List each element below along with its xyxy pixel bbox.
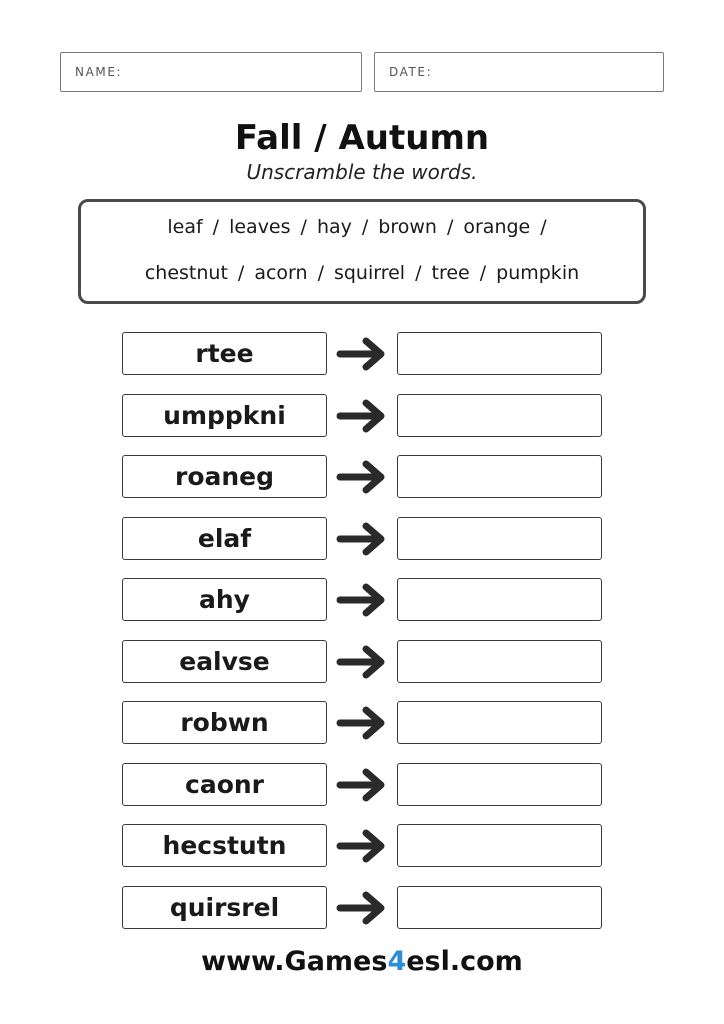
word-bank-line-2 (81, 262, 643, 284)
word-bank-separator: / (237, 262, 245, 284)
right-arrow-icon (336, 459, 388, 495)
exercise-row (122, 578, 602, 621)
right-arrow-icon (336, 398, 388, 434)
word-bank-word: leaf (167, 216, 203, 238)
right-arrow-icon (336, 890, 388, 926)
right-arrow-icon (336, 828, 388, 864)
word-bank-line-1 (81, 216, 643, 238)
answer-box[interactable] (397, 578, 602, 621)
name-field[interactable] (60, 52, 362, 92)
footer-accent: 4 (387, 946, 407, 977)
word-bank-separator: / (212, 216, 220, 238)
right-arrow-icon (336, 644, 388, 680)
scrambled-word: elaf (122, 517, 327, 560)
date-label: DATE: (389, 65, 433, 79)
word-bank-separator: / (300, 216, 307, 238)
word-bank-separator: / (317, 262, 324, 284)
word-bank-word: tree (431, 262, 470, 284)
word-bank-word: brown (378, 216, 437, 238)
word-bank-word: chestnut (144, 262, 228, 284)
exercise-row (122, 332, 602, 375)
scrambled-word: ealvse (122, 640, 327, 683)
word-bank-separator: / (479, 262, 487, 284)
answer-box[interactable] (397, 763, 602, 806)
exercise-row (122, 886, 602, 929)
word-bank-word: pumpkin (496, 262, 580, 284)
exercise-row (122, 763, 602, 806)
answer-box[interactable] (397, 394, 602, 437)
scrambled-word: roaneg (122, 455, 327, 498)
scrambled-word: robwn (122, 701, 327, 744)
answer-box[interactable] (397, 886, 602, 929)
exercise-row (122, 701, 602, 744)
word-bank-separator: / (446, 216, 454, 238)
exercise-row (122, 394, 602, 437)
scrambled-word: hecstutn (122, 824, 327, 867)
word-bank-separator: / (415, 262, 422, 284)
word-bank-separator: / (361, 216, 369, 238)
word-bank-word: acorn (254, 262, 308, 284)
exercise-row (122, 517, 602, 560)
worksheet-instructions: Unscramble the words. (246, 160, 478, 184)
exercise-row (122, 640, 602, 683)
word-bank-word: orange (463, 216, 531, 238)
right-arrow-icon (336, 705, 388, 741)
answer-box[interactable] (397, 640, 602, 683)
word-bank-word: leaves (229, 216, 291, 238)
scrambled-word: umppkni (122, 394, 327, 437)
scrambled-word: caonr (122, 763, 327, 806)
right-arrow-icon (336, 582, 388, 618)
word-bank-word: squirrel (333, 262, 406, 284)
exercise-row (122, 455, 602, 498)
word-bank-separator: / (540, 216, 547, 238)
answer-box[interactable] (397, 517, 602, 560)
word-bank (78, 199, 646, 304)
answer-box[interactable] (397, 824, 602, 867)
scrambled-word: quirsrel (122, 886, 327, 929)
answer-box[interactable] (397, 701, 602, 744)
scrambled-word: ahy (122, 578, 327, 621)
exercise-rows (122, 332, 602, 947)
answer-box[interactable] (397, 332, 602, 375)
scrambled-word: rtee (122, 332, 327, 375)
answer-box[interactable] (397, 455, 602, 498)
date-field[interactable] (374, 52, 664, 92)
right-arrow-icon (336, 336, 388, 372)
footer-website (0, 946, 724, 977)
word-bank-word: hay (316, 216, 352, 238)
exercise-row (122, 824, 602, 867)
footer-suffix: esl.com (406, 946, 523, 977)
footer-prefix: www.Games (201, 946, 388, 977)
right-arrow-icon (336, 767, 388, 803)
name-label: NAME: (75, 65, 123, 79)
worksheet-title: Fall / Autumn (234, 118, 490, 158)
right-arrow-icon (336, 521, 388, 557)
